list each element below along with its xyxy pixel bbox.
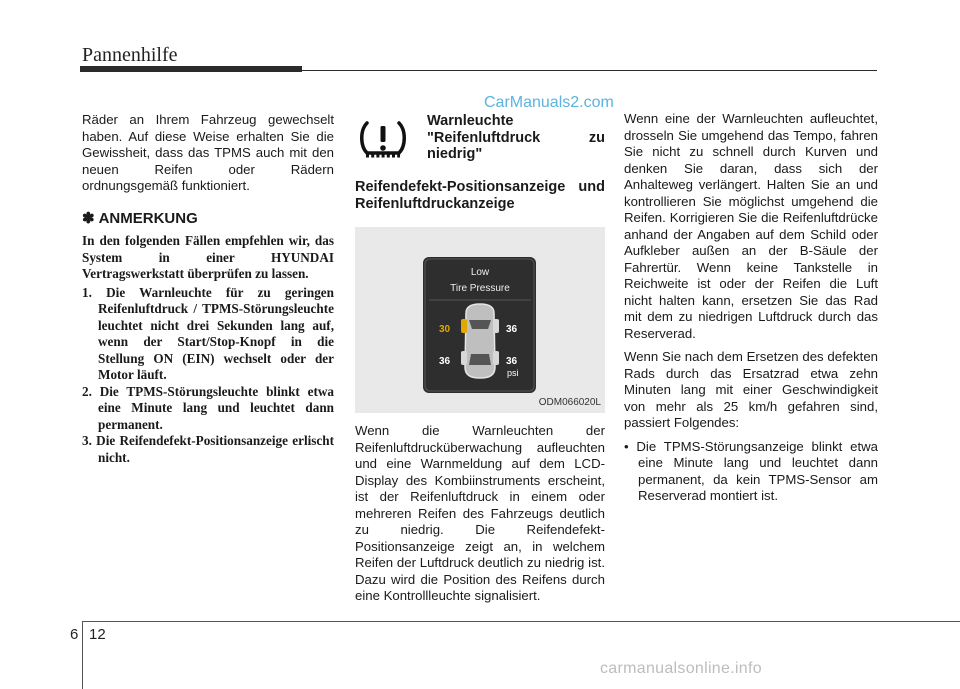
tire-rear-left [461,351,467,365]
footer-rule [82,621,960,622]
note-list [82,285,334,467]
page-number: 12 [89,626,106,643]
note-star-icon: ✽ [82,209,95,227]
note-heading [82,211,334,228]
page-header-title: Pannenhilfe [82,44,178,66]
note-item: 3. Die Reifendefekt-Positionsanzeige erlischt nicht. [82,433,334,465]
bullet-item: • Die TPMS-Störungsanzeige blinkt etwa eine Minute lang und leuchtet dann permanent, da kein TPMS-Sensor am Reserverad montiert ist. [624,438,878,503]
column-2 [355,113,605,612]
footer-vertical-rule [82,621,83,689]
pressure-rear-left: 36 [439,356,451,367]
section-heading: Reifendefekt-Positionsanzeige und Reifenluftdruckanzeige [355,179,605,212]
tpms-figure [355,227,605,413]
column-1 [82,112,334,466]
tire-pressure-warning-icon [355,113,411,163]
car-top-view [465,304,495,378]
paragraph-1: Wenn eine der Warnleuchten aufleuchtet, drosseln Sie umgehend das Tempo, fahren Sie nicht zu schnell durch Kurven und denken Sie daran, dass sich der Anhalteweg verlängert. Halten Sie an und kontrollieren Sie möglichst umgehend die Reifen. Korrigieren Sie die Reifenluftdrücke anhand der Angaben auf dem Schild oder Aufkleber außen an der B-Säule der Fahrertür. Wenn keine Tankstelle in Reichweite ist oder der Reifen die Luft nicht halten kann, ersetzen Sie das Rad mit dem zu niedrigen Luftdruck durch das Reserverad. [624,111,878,341]
intro-paragraph: Räder an Ihrem Fahrzeug gewechselt haben. Auf diese Weise erhalten Sie die Gewissheit, dass das TPMS auch mit den neuen Reifen oder Rädern ordnungsgemäß funktioniert. [82,112,334,193]
pressure-unit: psi [507,368,519,378]
pressure-rear-right: 36 [506,356,518,367]
body-paragraph: Wenn die Warnleuchten der Reifenluftdrucküberwachung aufleuchten und eine Warnmeldung auf dem LCD-Display des Kombiinstruments erscheint, ist der Reifenluftdruck in einem oder mehreren Reifen des Fahrzeugs deutlich zu niedrig. Die Reifendefekt-Positionsanzeige zeigt an, in welchem Reifen der Luftdruck deutlich zu niedrig ist. Dazu wird die Position des Reifens durch eine Kontrollleuchte signalisiert. [355,423,605,603]
header-rule-thin [302,70,877,71]
note-body [82,233,334,283]
note-item: 2. Die TPMS-Störungsleuchte blinkt etwa eine Minute lang und leuchtet dann permanent. [82,383,334,432]
header-rule-thick [80,66,302,72]
tire-front-left-warning [461,319,467,333]
figure-code: ODM066020L [538,396,601,408]
chapter-number: 6 [70,626,79,643]
warning-light-title: Warnleuchte "Reifenluftdruck zu niedrig" [427,113,605,162]
display-line-low: Low [470,267,490,278]
warning-block [355,113,605,175]
tpms-display-svg [355,227,605,413]
note-intro: In den folgenden Fällen empfehlen wir, das System in einer HYUNDAI Vertragswerkstatt überprüfen zu lassen. [82,233,334,281]
tire-rear-right [493,351,499,365]
column-3 [624,111,878,512]
footer-watermark[interactable]: carmanualsonline.info [600,660,762,677]
paragraph-2: Wenn Sie nach dem Ersetzen des defekten Rads durch das Ersatzrad etwa zehn Minuten lang mit einer Geschwindigkeit von mehr als 25 km/h gefahren sind, passiert Folgendes: [624,349,878,430]
pressure-front-left: 30 [439,324,451,335]
note-title: ANMERKUNG [98,209,198,227]
note-item: 1. Die Warnleuchte für zu geringen Reifenluftdruck / TPMS-Störungsleuchte leuchtet nicht drei Sekunden lang auf, wenn der Start/Stop-Knopf in die Stellung ON (EIN) wechselt oder der Motor läuft. [82,284,334,382]
tire-front-right [493,319,499,333]
display-line-tire-pressure: Tire Pressure [450,283,510,294]
pressure-front-right: 36 [506,324,518,335]
watermark-carmanuals[interactable]: CarManuals2.com [484,94,614,111]
